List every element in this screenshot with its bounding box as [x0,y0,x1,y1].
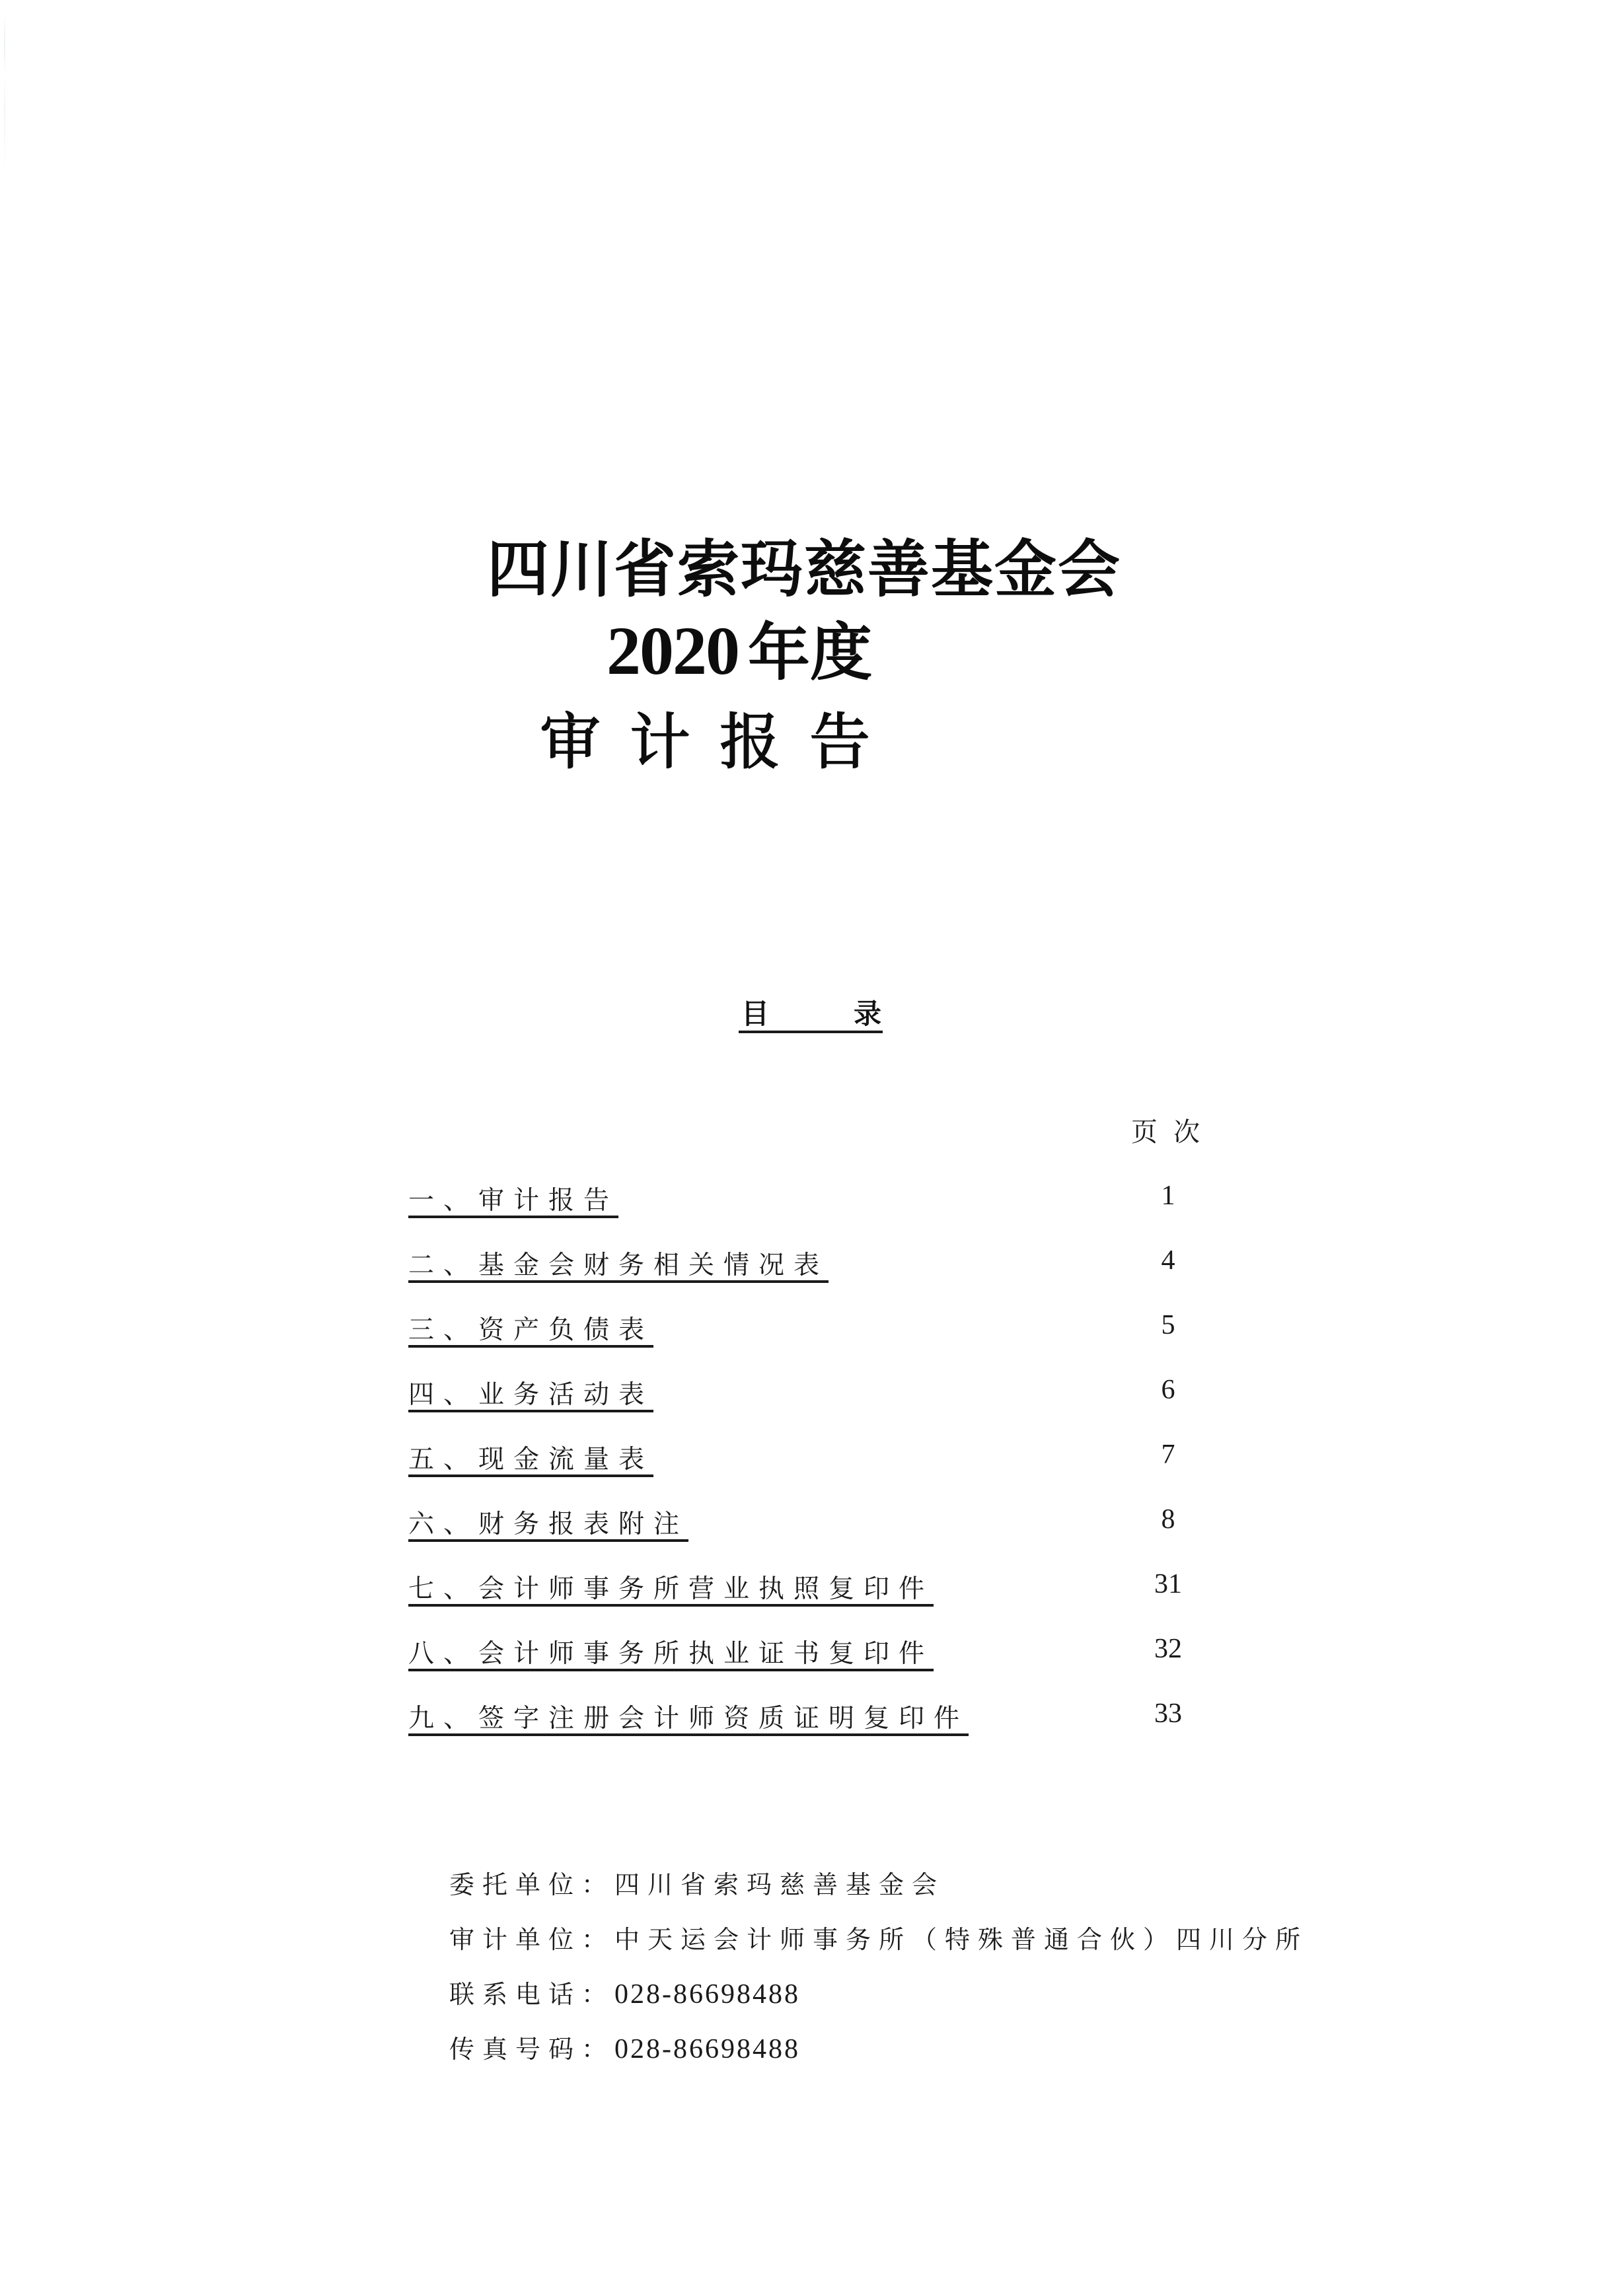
toc-heading-char2: 录 [853,998,881,1030]
footer-info [449,1864,1308,2084]
toc-link-business-license[interactable]: 七、会计师事务所营业执照复印件 [408,1574,934,1604]
commissioning-unit-label: 委托单位： [449,1870,615,1899]
toc-page-column-header: 页次 [1131,1117,1216,1147]
phone-line [449,1974,1308,2029]
toc-link-balance-sheet[interactable]: 三、资产负债表 [408,1315,654,1345]
toc-item [408,1504,1241,1568]
toc-link-cash-flow-statement[interactable]: 五、现金流量表 [408,1445,654,1474]
audit-unit-label: 审计单位： [449,1925,615,1954]
toc-page-number: 8 [1161,1504,1175,1535]
toc-page-number: 1 [1161,1181,1175,1211]
toc-link-notes[interactable]: 六、财务报表附注 [408,1510,689,1539]
toc-heading-char1: 目 [741,998,770,1030]
commissioning-unit-value: 四川省索玛慈善基金会 [614,1870,945,1899]
audit-unit-value: 中天运会计师事务所（特殊普通合伙）四川分所 [614,1925,1309,1954]
toc-item [408,1439,1241,1504]
report-title-year: 2020 [606,613,739,689]
toc-page-number: 7 [1161,1439,1175,1470]
toc-page-number: 32 [1154,1634,1182,1664]
toc-list [408,1180,1241,1763]
fax-line [449,2029,1308,2084]
toc-item [408,1698,1241,1763]
commissioning-unit-line [449,1864,1308,1919]
toc-item [408,1309,1241,1374]
phone-value: 028-86698488 [614,1979,801,2010]
toc-page-number: 5 [1161,1310,1175,1340]
toc-item [408,1245,1241,1309]
toc-page-number: 6 [1161,1375,1175,1405]
toc-link-activity-statement[interactable]: 四、业务活动表 [408,1380,654,1410]
report-title-year-line [0,602,1551,692]
toc-link-practice-certificate[interactable]: 八、会计师事务所执业证书复印件 [408,1639,934,1669]
report-title-type: 审计报告 [539,707,899,778]
toc-page-number: 33 [1154,1698,1182,1729]
toc-item [408,1633,1241,1698]
fax-label: 传真号码： [449,2035,615,2064]
phone-label: 联系电话： [449,1980,615,2009]
toc-item [408,1568,1241,1633]
report-title-organization: 四川省索玛慈善基金会 [486,534,1121,606]
toc-link-cpa-qualification[interactable]: 九、签字注册会计师资质证明复印件 [408,1704,969,1733]
toc-heading [739,991,883,1033]
toc-link-financial-status-table[interactable]: 二、基金会财务相关情况表 [408,1251,829,1280]
report-title-year-suffix: 年度 [747,617,872,689]
toc-link-audit-report[interactable]: 一、审计报告 [408,1186,619,1216]
toc-page-number: 31 [1154,1569,1182,1599]
fax-value: 028-86698488 [614,2034,801,2064]
toc-item [408,1180,1241,1245]
toc-page-number: 4 [1161,1245,1175,1276]
audit-unit-line [449,1919,1308,1974]
scan-edge-mark [4,13,5,172]
toc-item [408,1374,1241,1439]
